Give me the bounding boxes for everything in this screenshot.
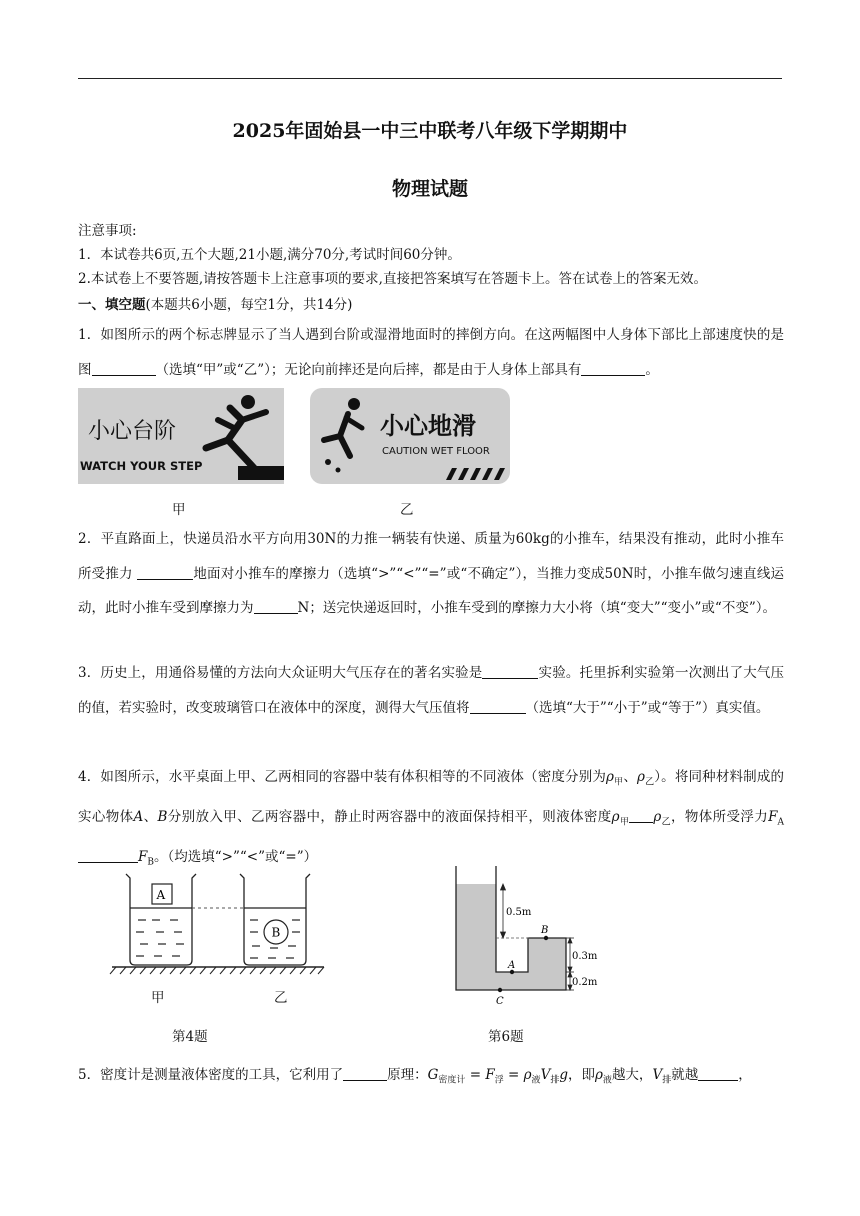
q3-text-a: 3．历史上，用通俗易懂的方法向大众证明大气压存在的著名实验是	[78, 665, 483, 681]
dim-arrow-05	[501, 884, 506, 938]
q5-v-2: V	[652, 1067, 663, 1083]
q4-text-e: 。（均选填“>”“<”或“=”）	[154, 849, 318, 866]
q1-label-right: 乙	[400, 502, 414, 518]
q4-text-a: 4．如图所示，水平桌面上甲、乙两相同的容器中装有体积相等的不同液体（密度分别为	[78, 769, 607, 785]
q5-text-f: ，	[738, 1067, 752, 1083]
fig4-label-right: 乙	[274, 990, 288, 1006]
q5-sub-rho-2: 液	[602, 1075, 612, 1086]
q4-text-c: 分别放入甲、乙两容器中，静止时两容器中的液面保持相平，则液体密度	[167, 809, 612, 826]
fig4-caption: 第4题	[172, 1029, 208, 1045]
fig4-label-left: 甲	[151, 990, 165, 1006]
q5-blank-2[interactable]	[698, 1066, 738, 1081]
q4-rho-1: ρ	[606, 769, 614, 785]
q5-text-d: 越大，	[611, 1067, 653, 1083]
notes-item-1: 1．本试卷共6页,五个大题,21小题,满分70分,考试时间60分钟。	[78, 247, 461, 263]
q5-text-e: 就越	[671, 1067, 699, 1083]
question-3	[78, 656, 784, 725]
sign-left-en: WATCH YOUR STEP	[80, 459, 203, 473]
q4-text-d: ，物体所受浮力	[671, 809, 769, 826]
q4-mid: 、	[143, 809, 158, 826]
q5-rho-2: ρ	[594, 1067, 603, 1083]
question-4	[78, 760, 784, 881]
dim-label-03: 0.3m	[572, 951, 598, 962]
q4-rho-3: ρ	[611, 809, 620, 826]
q2-blank-1[interactable]	[137, 565, 193, 580]
q1-text-c: 。	[645, 361, 659, 378]
section-1-title: 一、填空题	[78, 297, 146, 313]
exam-title: 2025年固始县一中三中联考八年级下学期期中	[232, 120, 628, 142]
point-b	[544, 936, 548, 940]
q4-rho-4: ρ	[653, 809, 662, 826]
q3-text-c: （选填“大于”“小于”或“等于”）真实值。	[525, 699, 770, 716]
q2-text-a: 2．平直路面上，快递员沿水平方向用30N的力推一辆装有快递、质量为60kg的小推车，结果没有推动，此时小推车所受推力	[78, 531, 784, 582]
q4-blank-2[interactable]	[78, 848, 138, 863]
question-5	[78, 1058, 784, 1098]
q4-obj-b: B	[157, 809, 168, 826]
q4-text-b: ）。将同种材料制成的实心物体	[78, 769, 785, 826]
question-1	[78, 318, 784, 387]
q1-blank-1[interactable]	[92, 361, 156, 376]
q1-text-a: 1．如图所示的两个标志牌显示了当人遇到台阶或湿滑地面时的摔倒方向。在这两幅图中人身体下部比上部速度快的是图	[78, 327, 784, 378]
exam-subtitle: 物理试题	[391, 178, 468, 200]
q5-g-small: g	[559, 1067, 568, 1083]
q5-f: F	[485, 1067, 495, 1083]
q4-sub-2: 乙	[644, 777, 655, 788]
q2-text-b: 地面对小推车的摩擦力（选填“>”“<”“=”或“不确定”），当推力变成50N时，小推车做匀速直线运动，此时小推车受到摩擦力为	[78, 565, 784, 616]
q5-rho: ρ	[523, 1067, 532, 1083]
q5-eq-1: =	[465, 1067, 486, 1083]
q4-obj-a: A	[133, 809, 144, 826]
q5-v: V	[540, 1067, 551, 1083]
notes-item-2: 2.本试卷上不要答题,请按答题卡上注意事项的要求,直接把答案填写在答题卡上。答在试卷上的答案无效。	[78, 271, 707, 287]
object-a-label: A	[156, 888, 166, 902]
container-liquid	[456, 884, 566, 990]
q3-text-b: 实验。托里拆利实验第一次测出了大气压的值，若实验时，改变玻璃管口在液体中的深度，测得大气压值将	[78, 665, 784, 716]
q5-sub-v-2: 排	[662, 1075, 672, 1086]
q5-eq-2: =	[503, 1067, 524, 1083]
q5-text-c: ，即	[567, 1067, 595, 1083]
figure-6-container	[448, 864, 608, 1010]
q2-blank-2[interactable]	[254, 599, 298, 614]
q5-blank-1[interactable]	[343, 1066, 387, 1081]
q4-sub-4: 乙	[661, 817, 672, 828]
q5-sub-f: 浮	[494, 1075, 504, 1086]
fig6-caption: 第6题	[488, 1029, 524, 1045]
q1-text-b: （选填“甲”或“乙”）；无论向前摔还是向后摔，都是由于人身体上部具有	[155, 361, 582, 378]
q1-blank-2[interactable]	[581, 361, 645, 376]
figure-4-beakers	[108, 866, 328, 978]
sign-watch-step	[78, 388, 284, 484]
question-2	[78, 522, 784, 626]
notes-heading: 注意事项:	[78, 223, 137, 239]
section-1-note: (本题共6小题，每空1分，共14分)	[145, 297, 353, 313]
q5-sub-g: 密度计	[438, 1075, 466, 1086]
q4-sep: 、	[623, 769, 637, 785]
q2-text-c: N；送完快递返回时，小推车受到的摩擦力大小将（填“变大”“变小”或“不变”）。	[297, 600, 776, 616]
q4-sub-b: B	[147, 858, 154, 869]
q5-text-a: 5．密度计是测量液体密度的工具，它利用了	[78, 1067, 344, 1083]
q4-f-1: F	[768, 809, 778, 826]
object-b-label: B	[271, 925, 281, 940]
top-rule	[78, 78, 782, 79]
point-c-label: C	[496, 996, 504, 1007]
sign-left-text: 小心台阶	[88, 419, 177, 444]
sign-right-en: CAUTION WET FLOOR	[382, 446, 490, 457]
point-b-label: B	[541, 925, 549, 936]
table-hatching	[110, 967, 324, 974]
dim-label-05: 0.5m	[506, 907, 532, 918]
q5-g: G	[427, 1067, 439, 1083]
q1-label-left: 甲	[172, 502, 186, 518]
q4-rho-2: ρ	[636, 769, 645, 785]
q5-text-b: 原理：	[387, 1067, 428, 1083]
point-a-label: A	[508, 960, 516, 971]
q4-blank-1[interactable]	[629, 808, 653, 823]
q3-blank-2[interactable]	[470, 699, 526, 714]
section-1-heading	[78, 293, 352, 313]
q4-sub-3: 甲	[619, 817, 630, 828]
dim-label-02: 0.2m	[572, 977, 598, 988]
q5-sub-rho: 液	[531, 1075, 541, 1086]
q5-sub-v: 排	[550, 1075, 560, 1086]
liquid-left	[130, 908, 192, 956]
sign-right-text: 小心地滑	[380, 412, 476, 440]
point-c	[498, 988, 502, 992]
q4-f-2: F	[138, 849, 148, 866]
sign-wet-floor	[310, 388, 510, 484]
q3-blank-1[interactable]	[482, 664, 538, 679]
q4-sub-1: 甲	[613, 777, 624, 788]
q4-sub-a: A	[777, 817, 785, 828]
